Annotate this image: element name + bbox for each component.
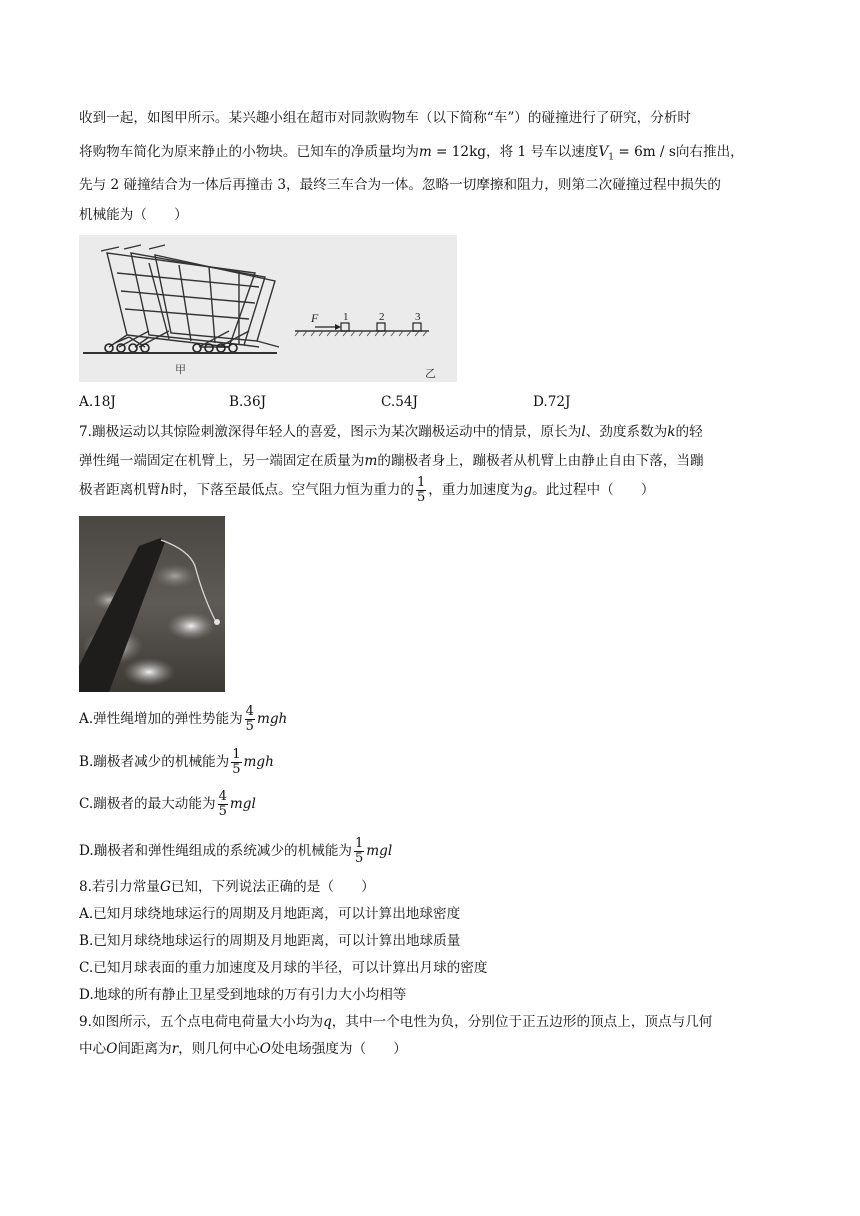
q6-line-2c: 向右推出， <box>675 144 744 160</box>
q7-option-c-text: C.蹦极者的最大动能为 <box>79 796 216 812</box>
q7-line-3b: 时，下落至最低点。空气阻力恒为重力的 <box>169 482 415 498</box>
charge-symbol: q <box>323 1014 332 1030</box>
block-2 <box>377 323 385 331</box>
q7-line-2 <box>79 451 704 471</box>
jumper <box>214 619 220 625</box>
q9-line-2a: 中心 <box>79 1041 107 1057</box>
q9-line-1b: ，其中一个电性为负，分别位于正五边形的顶点上，顶点与几何 <box>331 1014 713 1030</box>
q7-option-b <box>79 746 274 778</box>
velocity-value: = 6m / s <box>614 144 676 160</box>
cart-wheels <box>105 344 237 352</box>
height-symbol: h <box>160 482 170 498</box>
q7-line-3d: 。此过程中（ ） <box>532 482 655 498</box>
q7-option-d-num: 1 <box>355 836 364 851</box>
q7-line-1c: 的轻 <box>675 424 703 440</box>
q7-option-c <box>79 788 256 820</box>
shopping-cart-figure <box>79 235 457 382</box>
force-label: F <box>311 311 319 325</box>
bungee-photo <box>79 516 225 692</box>
fraction-numerator: 1 <box>417 475 426 490</box>
q9-line-1 <box>79 1012 712 1032</box>
q7-option-b-num: 1 <box>232 747 241 762</box>
q7-option-a-expr: mgh <box>256 711 288 727</box>
gravity-symbol: g <box>523 482 533 498</box>
q8-option-b: B.已知月球绕地球运行的周期及月地距离，可以计算出地球质量 <box>79 933 461 949</box>
gravitational-constant-symbol: G <box>159 879 171 895</box>
q7-line-3a: 极者距离机臂 <box>79 482 161 498</box>
q6-line-2b: ，将 1 号车以速度 <box>486 144 599 160</box>
q8-option-d: D.地球的所有静止卫星受到地球的万有引力大小均相等 <box>79 987 407 1003</box>
q7-option-b-fraction <box>231 748 241 777</box>
q6-line-4: 机械能为（ ） <box>79 207 188 223</box>
q7-option-d-expr: mgl <box>366 843 393 859</box>
q7-option-d-fraction <box>354 837 364 866</box>
block-3 <box>413 323 421 331</box>
shopping-cart-illustration <box>101 245 279 347</box>
q8-stem-a: 8.若引力常量 <box>79 879 160 895</box>
q8-stem <box>79 877 375 897</box>
mass-value: = 12kg <box>431 144 487 160</box>
stiffness-symbol: k <box>667 424 676 440</box>
q7-option-a-text: A.弹性绳增加的弹性势能为 <box>79 711 243 727</box>
ground-hatch <box>295 331 427 336</box>
velocity-subscript: 1 <box>608 152 615 163</box>
q9-line-2b: 间距离为 <box>117 1041 172 1057</box>
block-1-label: 1 <box>343 311 349 323</box>
q7-line-2b: 的蹦极者身上，蹦极者从机臂上由静止自由下落，当蹦 <box>377 453 704 469</box>
q6-figure <box>79 235 457 382</box>
radius-symbol: r <box>171 1041 179 1057</box>
q6-line-2a: 将购物车简化为原来静止的小物块。已知车的净质量均为 <box>79 144 419 160</box>
q8-option-a: A.已知月球绕地球运行的周期及月地距离，可以计算出地球密度 <box>79 906 461 922</box>
q7-option-a-num: 4 <box>245 704 254 719</box>
q7-line-1 <box>79 422 703 442</box>
q9-line-2c: ，则几何中心 <box>178 1041 260 1057</box>
q6-line-2 <box>79 142 744 168</box>
figure-label-jia: 甲 <box>175 363 186 376</box>
fraction-denominator: 5 <box>417 490 426 505</box>
block-1 <box>341 323 349 331</box>
q6-option-d: D.72J <box>533 394 571 410</box>
q7-option-c-num: 4 <box>218 789 227 804</box>
q7-option-c-fraction <box>218 790 228 819</box>
q6-option-c: C.54J <box>381 394 418 410</box>
bungee-photo-illustration <box>79 516 225 692</box>
q9-line-2d: 处电场强度为（ ） <box>270 1041 407 1057</box>
q7-option-b-text: B.蹦极者减少的机械能为 <box>79 754 230 770</box>
q7-option-a-fraction <box>245 705 255 734</box>
center-symbol: O <box>106 1041 118 1057</box>
q8-option-c: C.已知月球表面的重力加速度及月球的半径，可以计算出月球的密度 <box>79 960 488 976</box>
mass-symbol-q7: m <box>364 453 378 469</box>
q7-line-3 <box>79 474 655 506</box>
block-2-label: 2 <box>379 311 385 323</box>
q7-line-3c: ，重力加速度为 <box>428 482 524 498</box>
q6-line-1: 收到一起，如图甲所示。某兴趣小组在超市对同款购物车（以下简称“车”）的碰撞进行了研究，分析时 <box>79 110 692 126</box>
q7-option-b-expr: mgh <box>243 754 274 770</box>
center-symbol-2: O <box>259 1041 271 1057</box>
q8-stem-b: 已知，下列说法正确的是（ ） <box>170 879 375 895</box>
length-symbol: l <box>581 424 586 440</box>
q7-option-d <box>79 835 392 867</box>
q6-line-3: 先与 2 碰撞结合为一体后再撞击 3，最终三车合为一体。忽略一切摩擦和阻力，则第二次碰撞过程中损失的 <box>79 177 721 193</box>
force-arrow-head <box>335 324 341 330</box>
block-3-label: 3 <box>415 311 421 323</box>
q9-line-1a: 9.如图所示，五个点电荷电荷量大小均为 <box>79 1014 324 1030</box>
q7-option-c-expr: mgl <box>229 796 256 812</box>
q7-option-c-den: 5 <box>218 804 227 819</box>
q7-line-1a: 7.蹦极运动以其惊险刺激深得年轻人的喜爱，图示为某次蹦极运动中的情景，原长为 <box>79 424 582 440</box>
velocity-symbol: V <box>598 144 609 160</box>
q7-line-2a: 弹性绳一端固定在机臂上，另一端固定在质量为 <box>79 453 365 469</box>
q7-option-a-den: 5 <box>245 719 254 734</box>
q7-option-b-den: 5 <box>232 762 241 777</box>
q7-option-a <box>79 703 287 735</box>
q7-line-1b: 、劲度系数为 <box>585 424 668 440</box>
air-resistance-fraction <box>416 476 426 505</box>
figure-label-yi: 乙 <box>425 367 436 380</box>
q9-line-2 <box>79 1039 407 1059</box>
q6-option-a: A.18J <box>79 394 116 410</box>
mass-symbol: m <box>418 144 432 160</box>
q7-option-d-text: D.蹦极者和弹性绳组成的系统减少的机械能为 <box>79 843 353 859</box>
q7-option-d-den: 5 <box>355 851 364 866</box>
q6-option-b: B.36J <box>229 394 267 410</box>
